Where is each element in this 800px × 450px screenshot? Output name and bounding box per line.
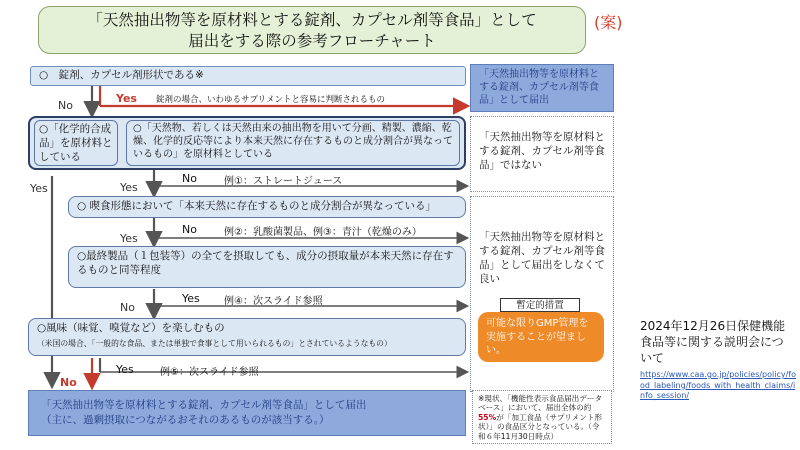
final-line1: 「天然抽出物等を原材料とする錠剤、カプセル剤等食品」として届出 — [41, 399, 367, 411]
question-2a-text: ○「化学的合成品」を原材料としている — [39, 123, 113, 163]
q1-no-label: No — [58, 99, 73, 112]
question-2b-text: ○「天然物、若しくは天然由来の抽出物を用いて分画、精製、濃縮、乾燥、化学的反応等により本来天然に存在するものと成分割合が異なっているもの」を原材料としている — [133, 123, 453, 160]
interim-measure-text: 可能な限りGMP管理を実施することが望ましい。 — [486, 318, 589, 356]
result-box-not-applicable — [470, 116, 614, 192]
title-line1: 「天然抽出物等を原材料とする錠剤、カプセル剤等食品」として — [87, 11, 537, 29]
draft-mark: (案) — [594, 13, 623, 32]
interim-measure-label: 暫定的措置 — [500, 298, 580, 312]
q2-example: 例①：ストレートジュース — [224, 176, 343, 187]
side-caption-title: 2024年12月26日保健機能食品等に関する説明会について — [640, 319, 786, 366]
question-4-box — [68, 246, 466, 288]
result-box-notify — [470, 64, 614, 112]
footnote-percent: 55% — [478, 412, 497, 422]
question-5-note: （米国の場合、「一般的な食品、または単独で食事として用いられるもの」とされているようなもの） — [37, 338, 392, 348]
question-5-box — [28, 318, 466, 356]
question-2b — [126, 120, 460, 166]
question-1-box — [30, 66, 466, 86]
side-caption-link[interactable]: https://www.caa.go.jp/policies/policy/food_labeling/foods_with_health_claims/info_session/ — [640, 370, 797, 400]
q4-example: 例④：次スライド参照 — [224, 296, 323, 307]
question-5-text: ○風味（味覚、嗅覚など）を楽しむもの — [37, 322, 225, 334]
q4-no-label: No — [120, 301, 135, 314]
q5-example: 例⑤：次スライド参照 — [160, 367, 259, 378]
footnote-box — [472, 390, 612, 444]
question-1-text: ○ 錠剤、カプセル剤形状である※ — [39, 69, 204, 81]
result-no-notification-text: 「天然抽出物等を原材料とする錠剤、カプセル剤等食品」として届出をしなくて良い — [479, 231, 605, 285]
q3-example: 例②：乳酸菌製品、例③：青汁（乾燥のみ） — [224, 227, 422, 238]
question-4-text: ○最終製品（１包装等）の全てを摂取しても、成分の摂取量が本来天然に存在するものと同等程度 — [77, 250, 454, 276]
q5-no-label: No — [60, 376, 77, 389]
result-box-no-notification — [470, 196, 614, 392]
q2-no-label: No — [182, 172, 197, 185]
q3-yes-label: Yes — [120, 232, 138, 245]
title-line2: 届出をする際の参考フローチャート — [188, 32, 436, 50]
question-3-text: ○ 喫食形態において「本来天然に存在するものと成分割合が異なっている」 — [77, 200, 436, 212]
left-yes-label: Yes — [30, 182, 48, 195]
q5-yes-label: Yes — [116, 363, 134, 376]
side-caption — [640, 318, 790, 367]
footnote-text-b: が「加工食品（サプリメント形状）」の食品区分となっている。（令和６年11月30日時点） — [478, 412, 603, 441]
result-notify-text: 「天然抽出物等を原材料とする錠剤、カプセル剤等食品」として届出 — [479, 69, 599, 107]
q2-yes-label: Yes — [120, 181, 138, 194]
footnote-text-a: ※現状、「機能性表示食品届出データベース」において、届出全体の約 — [478, 394, 603, 413]
q1-yes-label: Yes — [116, 92, 137, 105]
interim-measure-box — [478, 312, 604, 362]
flowchart-title — [38, 6, 586, 54]
question-2a — [34, 120, 118, 166]
final-line2: （主に、過剰摂取につながるおそれのあるものが該当する。） — [41, 413, 330, 426]
question-3-box — [68, 196, 466, 218]
final-notify-box — [28, 390, 466, 436]
q3-no-label: No — [182, 223, 197, 236]
result-not-applicable-text: 「天然抽出物等を原材料とする錠剤、カプセル剤等食品」ではない — [479, 131, 605, 171]
q4-yes-label: Yes — [182, 292, 200, 305]
q1-yes-note: 錠剤の場合、いわゆるサプリメントと容易に判断されるもの — [156, 95, 385, 105]
